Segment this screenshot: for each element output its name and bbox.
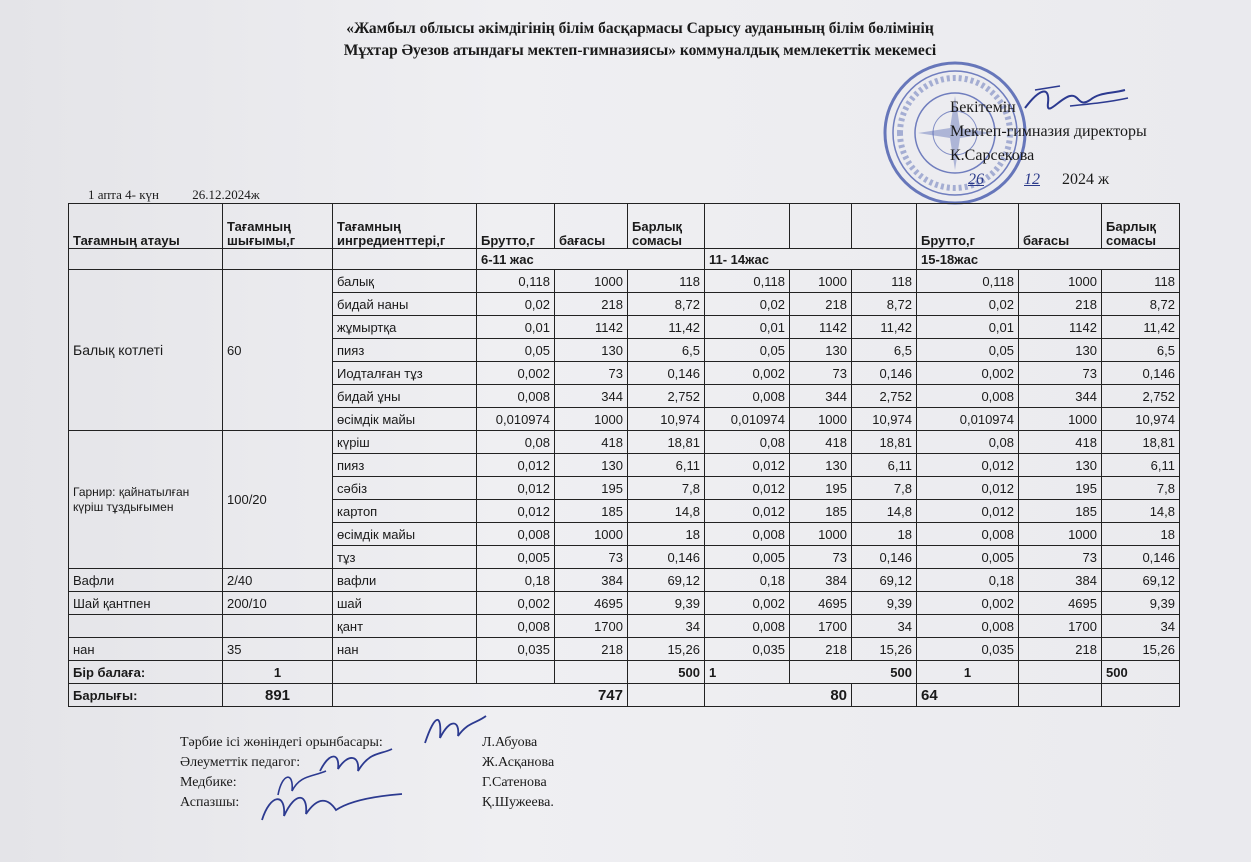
price-value: 185 [790,500,852,523]
brutto-value: 0,118 [705,270,790,293]
document-title [240,18,1040,62]
total-value: 10,974 [1102,408,1180,431]
total-value-4: 64 [917,684,1019,707]
total-value-1: 891 [223,684,333,707]
total-value: 18 [1102,523,1180,546]
week-day: 1 апта 4- күн [88,187,160,202]
price-value: 418 [790,431,852,454]
dish-name: Шай қантпен [69,592,223,615]
price-value: 130 [790,339,852,362]
col-empty [852,204,917,249]
brutto-value: 0,005 [917,546,1019,569]
brutto-value: 0,008 [705,385,790,408]
per-child-count-3: 1 [917,661,1019,684]
brutto-value: 0,08 [917,431,1019,454]
total-value: 14,8 [852,500,917,523]
price-value: 218 [790,638,852,661]
header-row [69,204,1180,249]
brutto-value: 0,035 [705,638,790,661]
dish-yield: 60 [223,270,333,431]
title-line-1: «Жамбыл облысы әкімдігінің білім басқармасы Сарысу ауданының білім бөлімінің [346,20,934,37]
total-value: 0,146 [852,546,917,569]
brutto-value: 0,002 [705,592,790,615]
total-value: 2,752 [1102,385,1180,408]
total-value: 6,11 [852,454,917,477]
brutto-value: 0,010974 [477,408,555,431]
brutto-value: 0,002 [477,592,555,615]
ingredient-name: Иодталған тұз [333,362,477,385]
total-value: 18 [628,523,705,546]
brutto-value: 0,008 [705,615,790,638]
age-group-3: 15-18жас [917,249,1180,270]
brutto-value: 0,010974 [705,408,790,431]
col-brutto-3: Брутто,г [917,204,1019,249]
ingredient-name: тұз [333,546,477,569]
price-value: 195 [790,477,852,500]
ingredient-name: күріш [333,431,477,454]
price-value: 73 [790,546,852,569]
brutto-value: 0,012 [477,477,555,500]
price-value: 1000 [790,270,852,293]
dish-yield: 200/10 [223,592,333,615]
total-value: 6,11 [1102,454,1180,477]
price-value: 418 [1019,431,1102,454]
brutto-value: 0,18 [917,569,1019,592]
brutto-value: 0,012 [917,454,1019,477]
brutto-value: 0,02 [477,293,555,316]
col-price-1: бағасы [555,204,628,249]
ingredient-name: жұмыртқа [333,316,477,339]
total-value: 69,12 [852,569,917,592]
brutto-value: 0,002 [477,362,555,385]
dish-yield: 100/20 [223,431,333,569]
ingredient-row [69,270,1180,293]
total-value: 15,26 [1102,638,1180,661]
total-value: 8,72 [852,293,917,316]
price-value: 4695 [555,592,628,615]
brutto-value: 0,012 [477,500,555,523]
total-value: 15,26 [628,638,705,661]
dish-yield: 2/40 [223,569,333,592]
cook-signature [256,780,406,832]
brutto-value: 0,05 [917,339,1019,362]
deputy-signature [420,708,490,748]
menu-table [68,203,1180,707]
price-value: 344 [1019,385,1102,408]
director-title: Мектеп-гимназия директоры [950,123,1147,140]
total-value: 118 [852,270,917,293]
ingredient-row [69,569,1180,592]
brutto-value: 0,012 [705,454,790,477]
price-value: 1700 [555,615,628,638]
total-value: 10,974 [852,408,917,431]
price-value: 1700 [1019,615,1102,638]
price-value: 1000 [555,408,628,431]
price-value: 1000 [1019,408,1102,431]
approve-label: Бекітемін [950,99,1016,116]
total-value: 14,8 [1102,500,1180,523]
brutto-value: 0,002 [705,362,790,385]
col-brutto-1: Брутто,г [477,204,555,249]
ingredient-name: бидай ұны [333,385,477,408]
ingredient-name: пияз [333,454,477,477]
brutto-value: 0,02 [917,293,1019,316]
brutto-value: 0,008 [477,615,555,638]
brutto-value: 0,02 [705,293,790,316]
dish-name [69,615,223,638]
total-value: 18,81 [628,431,705,454]
total-value: 18 [852,523,917,546]
price-value: 344 [555,385,628,408]
ingredient-row [69,592,1180,615]
dish-yield [223,615,333,638]
total-row [69,684,1180,707]
brutto-value: 0,010974 [917,408,1019,431]
staff-role: Тәрбие ісі жөніндегі орынбасары: [180,735,383,750]
brutto-value: 0,012 [917,477,1019,500]
ingredient-name: пияз [333,339,477,362]
brutto-value: 0,05 [477,339,555,362]
approval-month: 12 [1024,171,1040,188]
price-value: 344 [790,385,852,408]
price-value: 218 [1019,293,1102,316]
total-value: 118 [628,270,705,293]
total-value: 9,39 [852,592,917,615]
price-value: 1000 [790,408,852,431]
price-value: 130 [555,339,628,362]
staff-role: Аспазшы: [180,795,240,810]
brutto-value: 0,035 [917,638,1019,661]
total-value: 15,26 [852,638,917,661]
ingredient-name: шай [333,592,477,615]
ingredient-name: өсімдік майы [333,523,477,546]
price-value: 130 [1019,454,1102,477]
price-value: 4695 [790,592,852,615]
per-child-amount-3: 500 [1102,661,1180,684]
price-value: 73 [555,362,628,385]
per-child-amount-2: 500 [790,661,917,684]
brutto-value: 0,05 [705,339,790,362]
approval-year: 2024 ж [1062,171,1110,188]
total-value: 0,146 [1102,546,1180,569]
total-value: 11,42 [852,316,917,339]
price-value: 130 [790,454,852,477]
ingredient-name: балық [333,270,477,293]
brutto-value: 0,008 [917,523,1019,546]
brutto-value: 0,008 [477,523,555,546]
price-value: 185 [1019,500,1102,523]
total-value: 6,5 [1102,339,1180,362]
price-value: 1700 [790,615,852,638]
per-child-label: Бір балаға: [69,661,223,684]
brutto-value: 0,08 [477,431,555,454]
brutto-value: 0,01 [705,316,790,339]
total-value: 34 [628,615,705,638]
brutto-value: 0,18 [705,569,790,592]
total-value-3: 80 [705,684,852,707]
total-value: 69,12 [1102,569,1180,592]
total-value: 8,72 [1102,293,1180,316]
total-value: 34 [852,615,917,638]
col-ingredients: Тағамның ингредиенттері,г [333,204,477,249]
col-price-3: бағасы [1019,204,1102,249]
total-value: 11,42 [1102,316,1180,339]
per-child-amount-1: 500 [628,661,705,684]
brutto-value: 0,012 [917,500,1019,523]
total-value: 0,146 [1102,362,1180,385]
ingredient-name: сәбіз [333,477,477,500]
total-value: 11,42 [628,316,705,339]
total-value: 18,81 [852,431,917,454]
price-value: 1142 [790,316,852,339]
staff-name: Л.Абуова [482,735,538,750]
col-dish: Тағамның атауы [69,204,223,249]
col-empty [790,204,852,249]
col-total-1: Барлық сомасы [628,204,705,249]
total-value: 69,12 [628,569,705,592]
dish-yield: 35 [223,638,333,661]
price-value: 1000 [1019,523,1102,546]
brutto-value: 0,01 [917,316,1019,339]
approval-block [950,96,1147,192]
dish-name: Балық котлеті [69,270,223,431]
total-value: 7,8 [628,477,705,500]
dish-name: Гарнир: қайнатылған күріш тұздығымен [69,431,223,569]
brutto-value: 0,005 [477,546,555,569]
dish-name: нан [69,638,223,661]
price-value: 1000 [555,270,628,293]
brutto-value: 0,008 [477,385,555,408]
brutto-value: 0,012 [705,500,790,523]
staff-role: Әлеуметтік педагог: [180,755,301,770]
total-value: 34 [1102,615,1180,638]
ingredient-name: вафли [333,569,477,592]
brutto-value: 0,008 [917,615,1019,638]
brutto-value: 0,035 [477,638,555,661]
staff-role: Медбике: [180,775,237,790]
brutto-value: 0,002 [917,362,1019,385]
price-value: 1000 [790,523,852,546]
total-label: Барлығы: [69,684,223,707]
brutto-value: 0,012 [477,454,555,477]
ingredient-name: қант [333,615,477,638]
staff-name: Ж.Асқанова [482,755,555,770]
price-value: 1000 [1019,270,1102,293]
menu-date: 26.12.2024ж [192,187,260,202]
director-name: К.Сарсекова [950,147,1035,164]
col-empty [705,204,790,249]
age-group-1: 6-11 жас [477,249,705,270]
total-value: 6,5 [852,339,917,362]
dish-name: Вафли [69,569,223,592]
ingredient-name: өсімдік майы [333,408,477,431]
total-value: 7,8 [852,477,917,500]
price-value: 384 [555,569,628,592]
price-value: 73 [555,546,628,569]
price-value: 218 [555,293,628,316]
total-value-2: 747 [333,684,628,707]
approval-date [950,168,1147,192]
price-value: 384 [1019,569,1102,592]
ingredient-row [69,431,1180,454]
price-value: 130 [1019,339,1102,362]
price-value: 384 [790,569,852,592]
total-value: 2,752 [852,385,917,408]
approval-day: 26 [968,171,984,188]
title-line-2: Мұхтар Әуезов атындағы мектеп-гимназиясы» коммуналдық мемлекеттік мекемесі [343,42,937,59]
brutto-value: 0,118 [917,270,1019,293]
price-value: 1142 [555,316,628,339]
total-value: 9,39 [628,592,705,615]
per-child-count: 1 [223,661,333,684]
brutto-value: 0,008 [917,385,1019,408]
week-day-line [88,187,260,203]
price-value: 218 [555,638,628,661]
col-yield: Тағамның шығымы,г [223,204,333,249]
menu-body [69,249,1180,661]
price-value: 418 [555,431,628,454]
price-value: 73 [1019,362,1102,385]
total-value: 0,146 [628,362,705,385]
price-value: 218 [790,293,852,316]
ingredient-name: бидай наны [333,293,477,316]
ingredient-row [69,615,1180,638]
brutto-value: 0,18 [477,569,555,592]
staff-name: Г.Сатенова [482,775,547,790]
total-value: 10,974 [628,408,705,431]
ingredient-name: картоп [333,500,477,523]
price-value: 185 [555,500,628,523]
price-value: 73 [790,362,852,385]
age-row [69,249,1180,270]
price-value: 73 [1019,546,1102,569]
price-value: 218 [1019,638,1102,661]
price-value: 195 [1019,477,1102,500]
price-value: 1000 [555,523,628,546]
age-group-2: 11- 14жас [705,249,917,270]
price-value: 1142 [1019,316,1102,339]
ingredient-row [69,638,1180,661]
per-child-count-2: 1 [705,661,790,684]
total-value: 2,752 [628,385,705,408]
brutto-value: 0,012 [705,477,790,500]
brutto-value: 0,008 [705,523,790,546]
total-value: 6,11 [628,454,705,477]
brutto-value: 0,005 [705,546,790,569]
brutto-value: 0,01 [477,316,555,339]
total-value: 7,8 [1102,477,1180,500]
brutto-value: 0,002 [917,592,1019,615]
brutto-value: 0,08 [705,431,790,454]
total-value: 118 [1102,270,1180,293]
price-value: 130 [555,454,628,477]
col-total-3: Барлық сомасы [1102,204,1180,249]
total-value: 0,146 [628,546,705,569]
total-value: 14,8 [628,500,705,523]
total-value: 0,146 [852,362,917,385]
brutto-value: 0,118 [477,270,555,293]
total-value: 6,5 [628,339,705,362]
ingredient-name: нан [333,638,477,661]
total-value: 8,72 [628,293,705,316]
price-value: 4695 [1019,592,1102,615]
staff-name: Қ.Шужеева. [482,795,554,810]
per-child-row [69,661,1180,684]
total-value: 9,39 [1102,592,1180,615]
total-value: 18,81 [1102,431,1180,454]
price-value: 195 [555,477,628,500]
